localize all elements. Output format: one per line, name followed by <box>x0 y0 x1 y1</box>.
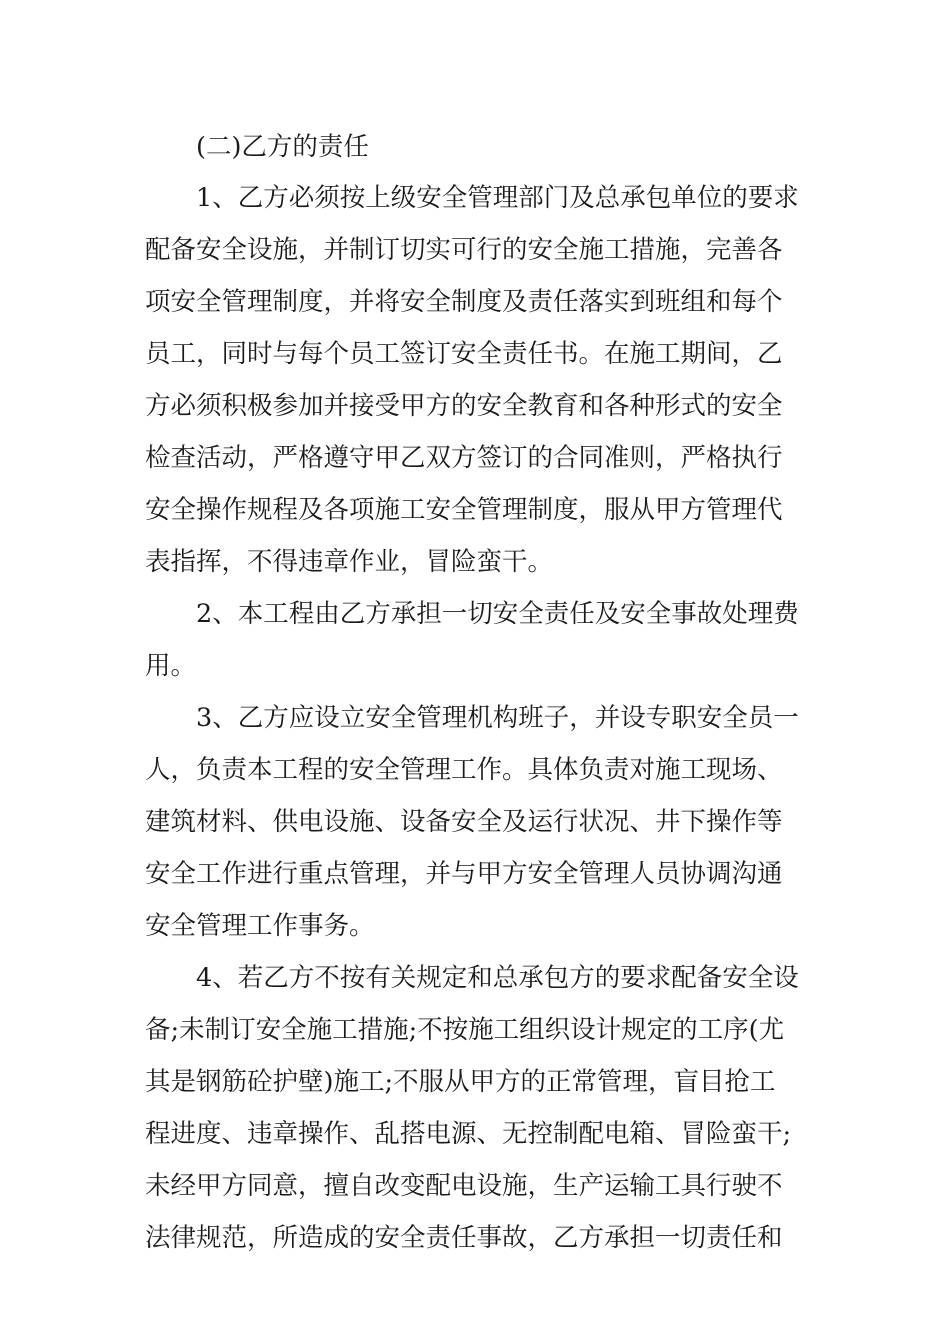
paragraph-line: 用。 <box>145 651 197 681</box>
paragraph-line: 安全管理工作事务。 <box>145 911 375 941</box>
paragraph-line: 法律规范，所造成的安全责任事故，乙方承担一切责任和 <box>145 1223 783 1253</box>
paragraph-line: 表指挥，不得违章作业，冒险蛮干。 <box>145 547 554 577</box>
paragraph-line: 安全操作规程及各项施工安全管理制度，服从甲方管理代 <box>145 495 783 525</box>
paragraph-line: 程进度、违章操作、乱搭电源、无控制配电箱、冒险蛮干; <box>145 1119 792 1149</box>
paragraph-line: 安全工作进行重点管理，并与甲方安全管理人员协调沟通 <box>145 859 783 889</box>
paragraph-line: 方必须积极参加并接受甲方的安全教育和各种形式的安全 <box>145 391 783 421</box>
section-heading: (二)乙方的责任 <box>196 132 369 162</box>
paragraph-line: 3、乙方应设立安全管理机构班子，并设专职安全员一 <box>196 703 799 733</box>
paragraph-line: 建筑材料、供电设施、设备安全及运行状况、井下操作等 <box>145 807 783 837</box>
paragraph-line: 人，负责本工程的安全管理工作。具体负责对施工现场、 <box>145 755 783 785</box>
paragraph-line: 2、本工程由乙方承担一切安全责任及安全事故处理费 <box>196 599 799 629</box>
paragraph-line: 4、若乙方不按有关规定和总承包方的要求配备安全设 <box>196 963 799 993</box>
paragraph-line: 检查活动，严格遵守甲乙双方签订的合同准则，严格执行 <box>145 443 783 473</box>
paragraph-line: 其是钢筋砼护壁)施工;不服从甲方的正常管理，盲目抢工 <box>145 1067 776 1097</box>
paragraph-line: 项安全管理制度，并将安全制度及责任落实到班组和每个 <box>145 287 783 317</box>
paragraph-line: 配备安全设施，并制订切实可行的安全施工措施，完善各 <box>145 235 783 265</box>
paragraph-line: 1、乙方必须按上级安全管理部门及总承包单位的要求 <box>196 183 799 213</box>
paragraph-line: 备;未制订安全施工措施;不按施工组织设计规定的工序(尤 <box>145 1015 785 1045</box>
paragraph-line: 未经甲方同意，擅自改变配电设施，生产运输工具行驶不 <box>145 1171 783 1201</box>
paragraph-line: 员工，同时与每个员工签订安全责任书。在施工期间，乙 <box>145 339 783 369</box>
